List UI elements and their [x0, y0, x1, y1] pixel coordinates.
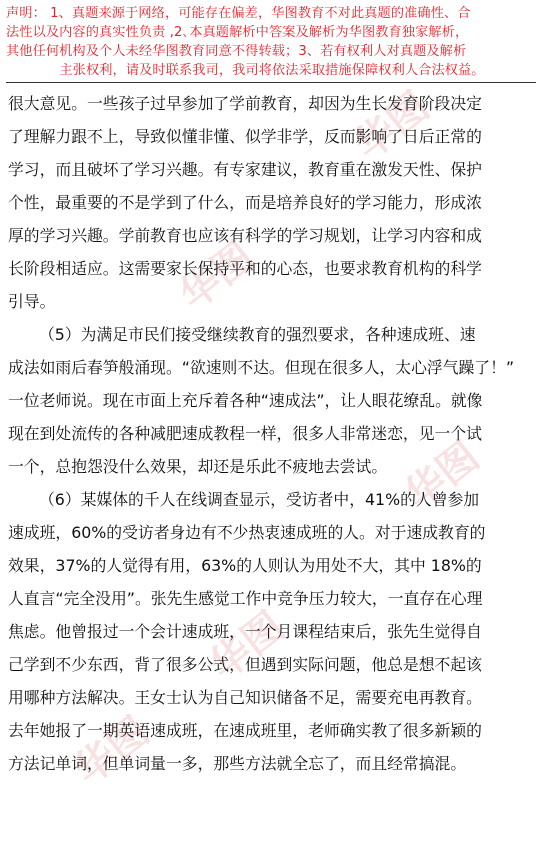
- text-line: 成法如雨后春笋般涌现。“欲速则不达。但现在很多人，太心浮气躁了！”: [8, 358, 515, 377]
- text-line: 一个，总抱怨没什么效果，却还是乐此不疲地去尝试。: [8, 457, 388, 476]
- disclaimer-line: 主张权利，请及时联系我司，我司将依法采取措施保障权利人合法权益。: [59, 63, 485, 78]
- text-line: 厚的学习兴趣。学前教育也应该有科学的学习规划，让学习内容和成: [8, 226, 482, 245]
- watermark-logo-2: 华图: [346, 83, 438, 170]
- text-line: 个性，最重要的不是学到了什么，而是培养良好的学习能力，形成浓: [8, 193, 482, 212]
- text-line: 人直言“完全没用”。张先生感觉工作中竞争压力较大，一直存在心理: [8, 589, 483, 608]
- disclaimer-line: 法性以及内容的真实性负责 ,2､本真题解析中答案及解析为华图教育独家解析，: [6, 25, 469, 40]
- watermark-logo-5: 华图: [66, 708, 158, 795]
- paragraph-5-start: （5）为满足市民们接受继续教育的强烈要求，各种速成班、速: [39, 325, 476, 344]
- text-line: 学习，而且破坏了学习兴趣。有专家建议，教育重在激发天性、保护: [8, 160, 482, 179]
- text-line: 了理解力跟不上，导致似懂非懂、似学非学，反而影响了日后正常的: [8, 127, 482, 146]
- disclaimer-notice: [6, 4, 538, 80]
- text-line: 焦虑。他曾报过一个会计速成班，一个月课程结束后，张先生觉得自: [8, 622, 482, 641]
- text-line: 方法记单词，但单词量一多，那些方法就全忘了，而且经常搞混。: [8, 754, 467, 773]
- text-line: 一位老师说。现在市面上充斥着各种“速成法”，让人眼花缭乱。就像: [8, 391, 483, 410]
- watermark-logo-4: 华图: [201, 603, 293, 690]
- document-body: [8, 87, 542, 780]
- text-line: 己学到不少东西，背了很多公式，但遇到实际问题，他总是想不起该: [8, 655, 482, 674]
- text-line: 速成班，60%的受访者身边有不少热衷速成班的人。对于速成教育的: [8, 523, 486, 542]
- text-line: 现在到处流传的各种减肥速成教程一样，很多人非常迷恋，见一个试: [8, 424, 482, 443]
- text-line: 去年她报了一期英语速成班，在速成班里，老师确实教了很多新颖的: [8, 721, 482, 740]
- disclaimer-line: 声明： 1、真题来源于网络，可能存在偏差，华图教育不对此真题的准确性、合: [6, 6, 471, 21]
- text-line: 用哪种方法解决。王女士认为自己知识储备不足，需要充电再教育。: [8, 688, 482, 707]
- disclaimer-line: 其他任何机构及个人未经华图教育同意不得转载；3、若有权利人对真题及解析: [6, 44, 467, 59]
- watermark-logo-1: 华图: [171, 233, 263, 320]
- watermark-logo-3: 华图: [396, 433, 488, 520]
- text-line: 很大意见。一些孩子过早参加了学前教育，却因为生长发育阶段决定: [8, 94, 482, 113]
- text-line: 引导。: [8, 292, 56, 311]
- text-line: 长阶段相适应。这需要家长保持平和的心态，也要求教育机构的科学: [8, 259, 482, 278]
- text-line: 效果，37%的人觉得有用，63%的人则认为用处不大，其中 18%的: [8, 556, 482, 575]
- paragraph-6-start: （6）某媒体的千人在线调查显示，受访者中，41%的人曾参加: [39, 490, 480, 509]
- header-divider: [6, 82, 536, 83]
